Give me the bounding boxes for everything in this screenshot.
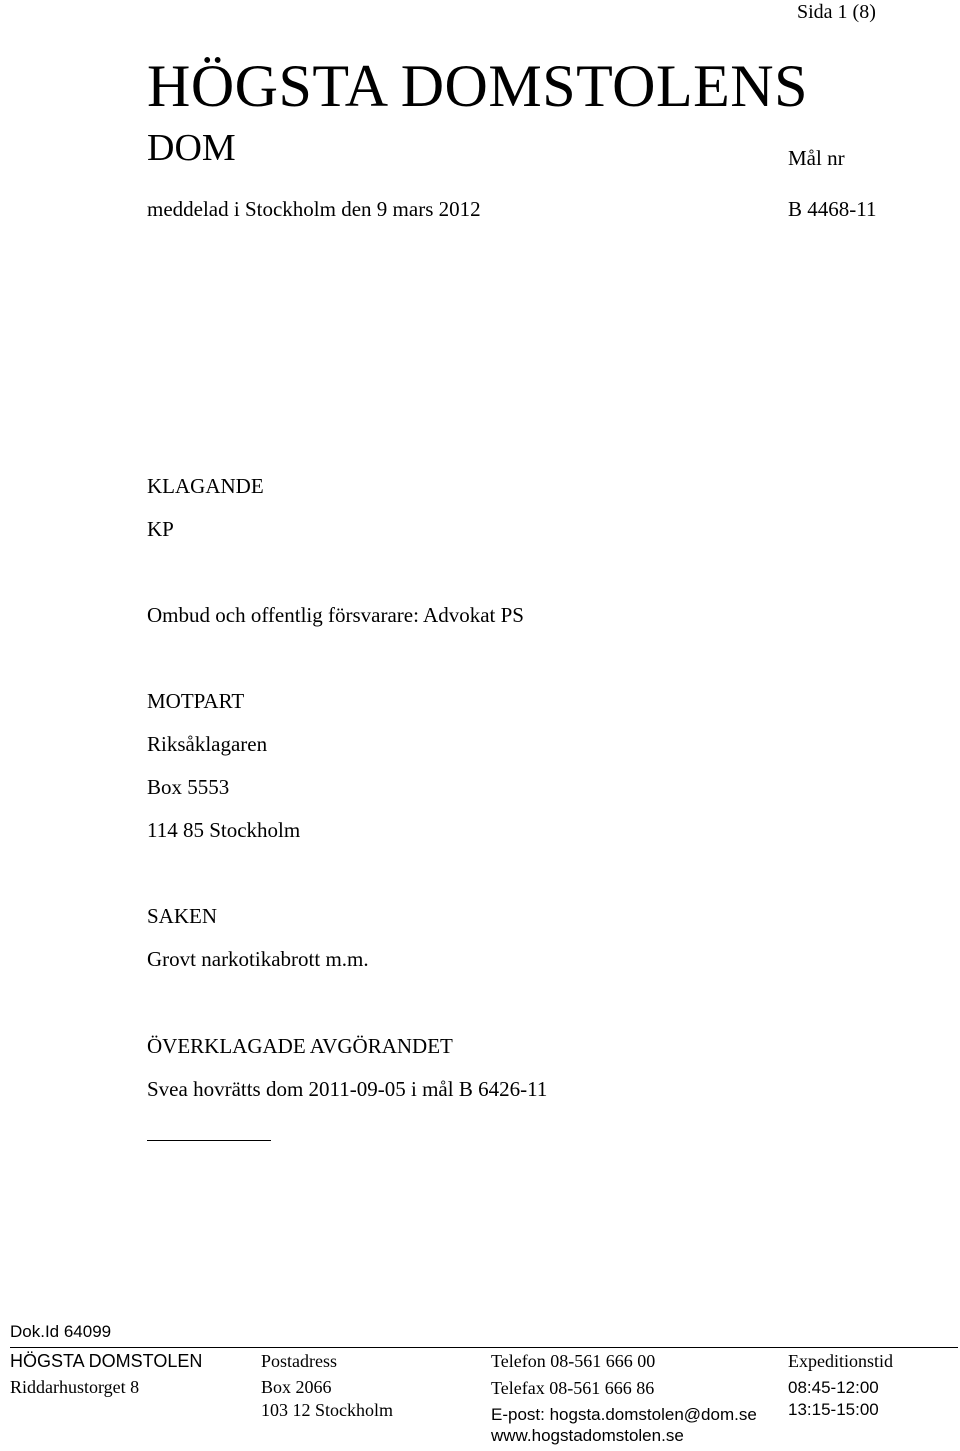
page-number: Sida 1 (8): [797, 1, 876, 23]
footer-postal-label: Postadress: [261, 1351, 337, 1371]
court-name-title: HÖGSTA DOMSTOLENS: [147, 53, 808, 119]
footer-contact-column: [491, 1352, 757, 1444]
appellant-counsel: Ombud och offentlig försvarare: Advokat PS: [147, 603, 524, 627]
footer-hours-column: [788, 1352, 893, 1418]
appealed-decision-heading: ÖVERKLAGADE AVGÖRANDET: [147, 1034, 453, 1058]
document-type: DOM: [147, 127, 236, 169]
footer-postal-column: [261, 1352, 393, 1419]
case-number: B 4468-11: [788, 197, 877, 221]
footer-website[interactable]: www.hogstadomstolen.se: [491, 1426, 684, 1445]
footer-court-column: [10, 1352, 202, 1396]
matter-heading: SAKEN: [147, 904, 218, 928]
respondent-address-line2: 114 85 Stockholm: [147, 818, 301, 842]
document-id: Dok.Id 64099: [10, 1322, 112, 1341]
respondent-address-line1: Box 5553: [147, 775, 230, 799]
respondent-heading: MOTPART: [147, 689, 245, 713]
footer-postal-city: 103 12 Stockholm: [261, 1400, 394, 1420]
footer-postal-box: Box 2066: [261, 1377, 332, 1397]
footer-hours-afternoon: 13:15-15:00: [788, 1400, 879, 1419]
appellant-name: KP: [147, 517, 174, 541]
respondent-name: Riksåklagaren: [147, 732, 268, 756]
footer-fax: Telefax 08-561 666 86: [491, 1378, 655, 1398]
footer-hours-label: Expeditionstid: [788, 1351, 893, 1371]
appealed-decision-text: Svea hovrätts dom 2011-09-05 i mål B 6426-11: [147, 1077, 548, 1101]
footer-divider: [10, 1347, 958, 1348]
matter-text: Grovt narkotikabrott m.m.: [147, 947, 369, 971]
delivery-line: meddelad i Stockholm den 9 mars 2012: [147, 197, 481, 221]
footer-street: Riddarhustorget 8: [10, 1377, 140, 1397]
appellant-heading: KLAGANDE: [147, 474, 264, 498]
separator-rule: [147, 1140, 271, 1141]
footer-court-name: HÖGSTA DOMSTOLEN: [10, 1351, 203, 1371]
footer-hours-morning: 08:45-12:00: [788, 1378, 879, 1397]
case-number-label: Mål nr: [788, 146, 845, 170]
footer-phone: Telefon 08-561 666 00: [491, 1351, 656, 1371]
footer-email[interactable]: E-post: hogsta.domstolen@dom.se: [491, 1405, 757, 1424]
